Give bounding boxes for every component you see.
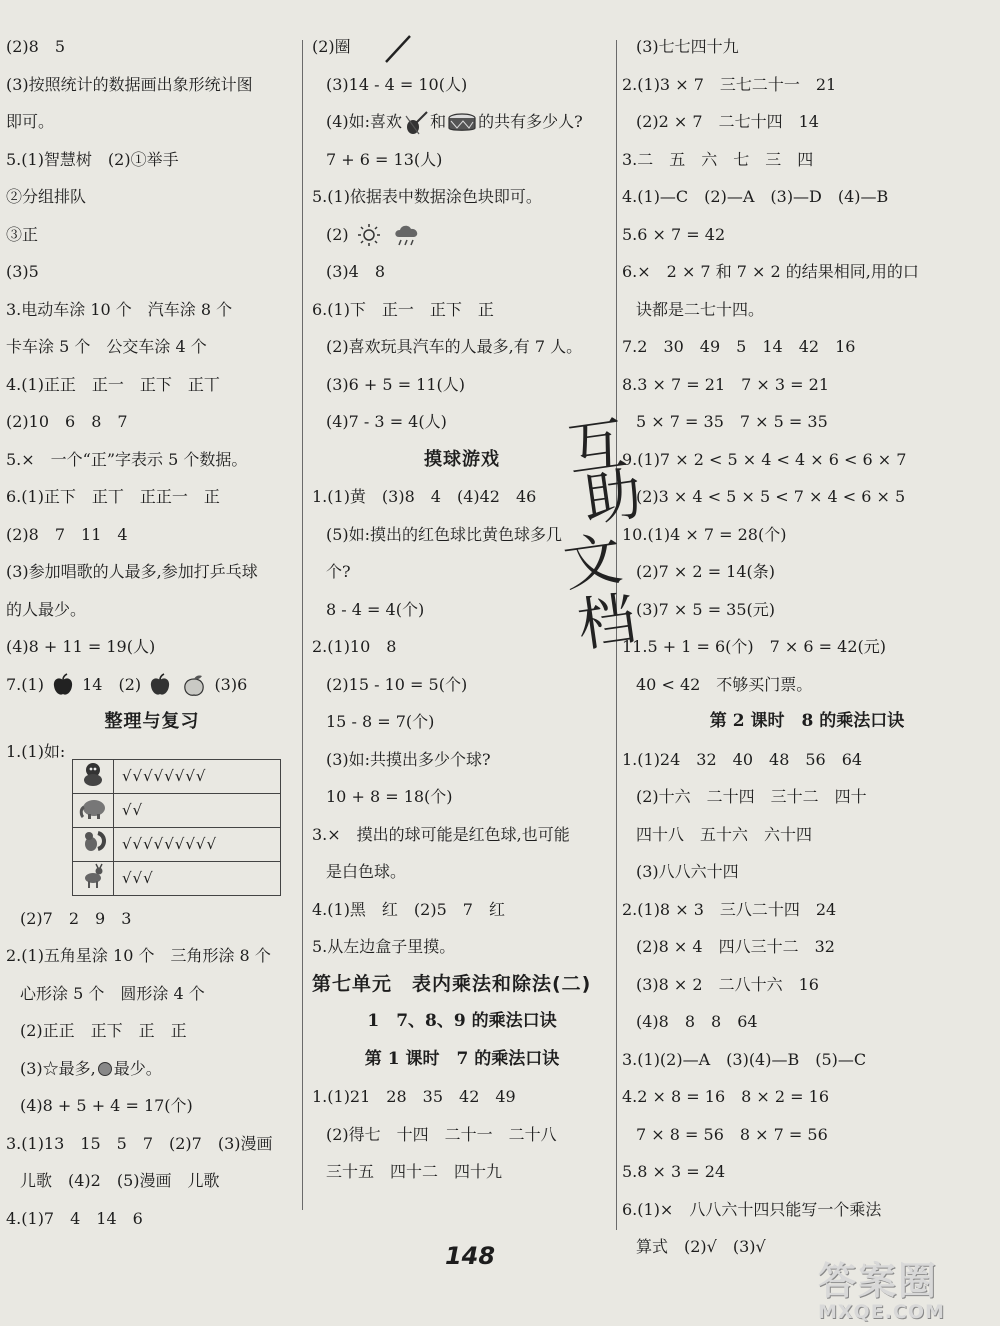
handwritten-char: 档 [573,584,641,660]
answer-line: 4.2 × 8 = 16 8 × 2 = 16 [622,1087,830,1106]
answer-line: (3)5 [6,262,39,281]
slash-mark-icon [378,28,418,68]
handwritten-note [555,400,655,660]
tally-marks: √√√√√√√√ [114,759,281,793]
answer-line: ③正 [6,224,39,244]
rain-cloud-icon [392,222,422,248]
answer-text: (4)如:喜欢 [326,112,403,131]
answer-line: 4.(1)黑 红 (2)5 7 红 [312,899,505,919]
column-right [622,28,992,1266]
answer-line: 6.× 2 × 7 和 7 × 2 的结果相同,用的口 [622,262,919,281]
violin-icon [403,110,429,136]
answer-text: 最少。 [113,1058,162,1078]
watermark-logo [818,1250,993,1323]
answer-line [312,216,612,254]
answer-line: 4.(1)7 4 14 6 [6,1208,143,1228]
answer-line: 3.二 五 六 七 三 四 [622,149,814,169]
answer-text: 和 [430,112,447,131]
column-left [6,28,298,1237]
answer-line: (4)8 + 11 = 19(人) [6,637,156,656]
tally-table [72,759,281,896]
answer-line: (4)8 8 8 64 [636,1012,758,1031]
answer-line: 7 + 6 = 13(人) [326,149,443,169]
apple-icon [52,673,74,697]
answer-line: 3.电动车涂 10 个 汽车涂 8 个 [6,299,233,319]
answer-line: (2)正正 正下 正 正 [20,1021,187,1040]
answer-line: 的人最少。 [6,599,87,619]
answer-line: 6.(1)× 八八六十四只能写一个乘法 [622,1199,882,1219]
drum-icon [447,112,477,134]
answer-line: (2)8 × 4 四八三十二 32 [636,937,835,956]
answer-line: 8 - 4 = 4(个) [326,599,425,619]
lesson-title: 第 2 课时 8 的乘法口诀 [709,711,905,731]
answer-line: 儿歌 (4)2 (5)漫画 儿歌 [20,1171,220,1190]
handwritten-char: 助 [579,459,647,535]
answer-line: 8.3 × 7 = 21 7 × 3 = 21 [622,374,830,394]
answer-line: 15 - 8 = 7(个) [326,712,435,731]
answer-line: 4.(1)正正 正⼀ 正下 正丅 [6,374,220,394]
column-divider [302,40,303,1210]
answer-line: (2)7 × 2 = 14(条) [636,562,776,581]
answer-text: (2) [326,224,349,244]
apple-icon [149,673,171,697]
section-title: 整理与复习 [104,711,200,732]
answer-line: 2.(1)8 × 3 三八二十四 24 [622,899,837,919]
watermark-url: MXQE.COM [818,1301,945,1323]
answer-line [6,666,298,704]
answer-line: 是白色球。 [326,862,407,881]
answer-line: 5.(1)智慧树 (2)①举手 [6,149,179,169]
answer-line: 5.× 一个“正”字表示 5 个数据。 [6,449,248,469]
answer-line: (2)得七 十四 二十一 二十八 [326,1124,557,1144]
answer-line [6,1050,298,1088]
watermark-text: 答案圈 [818,1259,939,1303]
answer-line: (2)3 × 4 < 5 × 5 < 7 × 4 < 6 × 5 [636,487,906,506]
answer-line: (3)八八六十四 [636,862,739,881]
answer-line: 2.(1)五角星涂 10 个 三角形涂 8 个 [6,946,271,965]
answer-text: (3)6 [214,674,248,694]
answer-line: 即可。 [6,112,55,131]
answer-line: 四十八 五十六 六十四 [636,824,813,844]
section-title: 摸球游戏 [424,448,500,470]
answer-line: 心形涂 5 个 圆形涂 4 个 [20,983,205,1003]
table-row [73,861,281,895]
answer-line: 1.(1)24 32 40 48 56 64 [622,749,863,769]
answer-text: (2)圈 [312,37,351,56]
answer-line: (3)七七四十九 [636,37,739,56]
answer-line: 卡车涂 5 个 公交车涂 4 个 [6,337,207,356]
answer-line: 4.(1)—C (2)—A (3)—D (4)—B [622,187,889,206]
tally-marks: √√√√√√√√√ [114,827,281,861]
answer-line: (2)2 × 7 二七十四 14 [636,112,819,131]
sun-icon [357,223,381,247]
answer-line: (2)十六 二十四 三十二 四十 [636,787,867,806]
answer-line: 7 × 8 = 56 8 × 7 = 56 [636,1124,828,1144]
answer-line: 7.2 30 49 5 14 42 16 [622,337,856,356]
answer-line: 5.从左边盒子里摸。 [312,937,456,956]
handwritten-char: 互 [563,409,631,485]
answer-line [312,103,612,141]
answer-line: (2)15 - 10 = 5(个) [326,674,468,694]
answer-line [312,28,612,66]
elephant-icon [73,793,114,827]
answer-text: 7.(1) [6,674,44,694]
answer-line: (3)8 × 2 二八十六 16 [636,974,819,994]
answer-text: (3)☆最多, [20,1058,96,1078]
answer-line: (2)喜欢玩具汽车的人最多,有 7 人。 [326,337,583,356]
unit-title: 第七单元 表内乘法和除法(二) [312,972,592,995]
peach-icon [182,673,206,697]
section-subtitle: 1 7、8、9 的乘法口诀 [367,1011,557,1031]
answer-line: 2.(1)10 8 [312,637,397,656]
answer-line: 10 + 8 = 18(个) [326,787,453,806]
tally-marks: √√√ [114,861,281,895]
answer-line: (2)10 6 8 7 [6,412,128,431]
answer-line: 三十五 四十二 四十九 [326,1162,503,1181]
answer-line: (2)8 5 [6,37,66,56]
answer-line: 3.(1)13 15 5 7 (2)7 (3)漫画 [6,1133,273,1153]
deer-icon [73,861,114,895]
answer-line: (5)如:摸出的红色球比黄色球多几 [326,524,563,544]
answer-line: 9.(1)7 × 2 < 5 × 4 < 4 × 6 < 6 × 7 [622,449,907,469]
tally-marks: √√ [114,793,281,827]
answer-line: 2.(1)3 × 7 三七二十一 21 [622,74,837,94]
handwritten-char: 文 [559,524,627,600]
answer-line: 5.6 × 7 = 42 [622,224,726,244]
answer-line: 40 < 42 不够买门票。 [636,674,813,694]
answer-line: (3)如:共摸出多少个球? [326,749,491,769]
answer-line: (3)4 8 [326,262,386,281]
answer-line: 6.(1)下 正⼀ 正下 正 [312,299,494,319]
answer-text: 14 (2) [82,674,142,694]
answer-line: 诀都是二七十四。 [636,299,765,319]
answer-line: 算式 (2)√ (3)√ [636,1237,766,1256]
monkey-icon [73,759,114,793]
answer-line: 3.(1)(2)—A (3)(4)—B (5)—C [622,1049,867,1069]
answer-line: 5 × 7 = 35 7 × 5 = 35 [636,412,828,431]
page-number: 148 [444,1242,496,1270]
answer-line: 个? [326,562,351,581]
answer-line: 11.5 + 1 = 6(个) 7 × 6 = 42(元) [622,637,886,656]
answer-line: 1.(1)如: [6,741,66,761]
answer-line: (3)参加唱歌的人最多,参加打乒乓球 [6,562,258,581]
table-row [73,759,281,793]
answer-line: (3)14 - 4 = 10(人) [326,74,468,94]
answer-text: 的共有多少人? [478,112,583,131]
circle-shape-icon [97,1061,113,1077]
answer-line: (3)7 × 5 = 35(元) [636,599,776,619]
answer-line: (4)7 - 3 = 4(人) [326,412,447,431]
table-row [73,827,281,861]
squirrel-icon [73,827,114,861]
answer-line: (3)按照统计的数据画出象形统计图 [6,74,253,94]
answer-line: (2)7 2 9 3 [20,908,132,928]
answer-line: (4)8 + 5 + 4 = 17(个) [20,1096,193,1115]
table-row [73,793,281,827]
answer-line: 6.(1)正下 正丅 正正⼀ 正 [6,487,220,506]
answer-line: (2)8 7 11 4 [6,524,128,544]
lesson-title: 第 1 课时 7 的乘法口诀 [364,1048,560,1069]
answer-line: 5.8 × 3 = 24 [622,1162,726,1181]
answer-line: 3.× 摸出的球可能是红色球,也可能 [312,824,570,844]
answer-line: 5.(1)依据表中数据涂色块即可。 [312,187,542,206]
answer-line: 10.(1)4 × 7 = 28(个) [622,524,787,544]
answer-line: 1.(1)黄 (3)8 4 (4)42 46 [312,487,537,506]
answer-line: 1.(1)21 28 35 42 49 [312,1087,516,1106]
answer-line: ②分组排队 [6,187,87,206]
answer-line: (3)6 + 5 = 11(人) [326,374,466,394]
